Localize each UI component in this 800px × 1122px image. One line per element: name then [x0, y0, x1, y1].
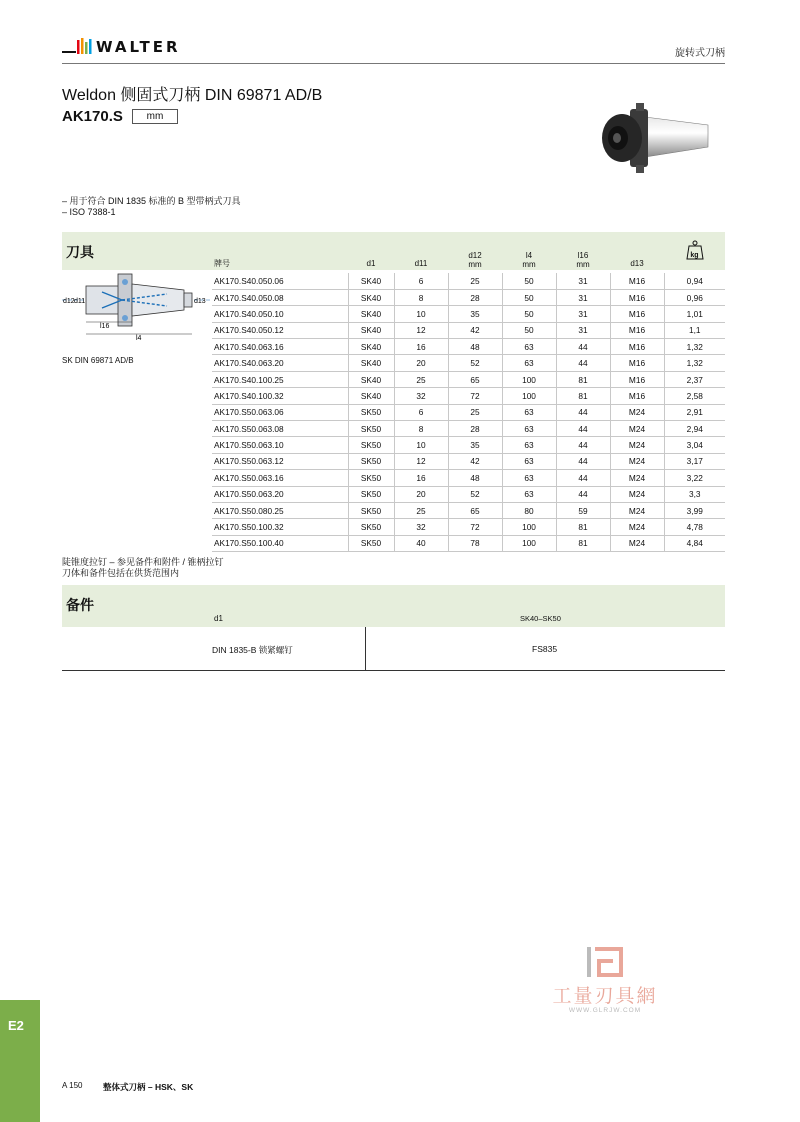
accessories-row-label: DIN 1835-B 锁紧螺钉 [212, 645, 293, 655]
cell-weight: 4,78 [664, 519, 725, 535]
cell-code: AK170.S40.050.06 [212, 273, 348, 289]
cell-code: AK170.S50.063.12 [212, 453, 348, 469]
cell-l16: 81 [556, 519, 610, 535]
cell-d13: M24 [610, 486, 664, 502]
cell-d1: SK40 [348, 273, 394, 289]
cell-d13: M16 [610, 371, 664, 387]
footnotes [62, 557, 224, 579]
accessories-column-sk: SK40–SK50 [520, 614, 561, 623]
cell-d11: 12 [394, 322, 448, 338]
table-row [212, 306, 725, 322]
cell-d11: 6 [394, 273, 448, 289]
cell-code: AK170.S50.080.25 [212, 502, 348, 518]
cell-d13: M16 [610, 388, 664, 404]
cell-l4: 50 [502, 289, 556, 305]
l4-label: l4 [525, 251, 533, 260]
cell-weight: 3,17 [664, 453, 725, 469]
product-code: AK170.S [62, 108, 123, 125]
cell-d12: 48 [448, 470, 502, 486]
cell-d11: 25 [394, 371, 448, 387]
cell-code: AK170.S50.100.40 [212, 535, 348, 551]
cell-d12: 65 [448, 371, 502, 387]
table-row [212, 273, 725, 289]
cell-d13: M16 [610, 289, 664, 305]
cell-d11: 8 [394, 289, 448, 305]
cell-weight: 3,99 [664, 502, 725, 518]
cell-weight: 0,96 [664, 289, 725, 305]
cell-l16: 31 [556, 322, 610, 338]
column-header-d13: d13 [630, 259, 644, 268]
cell-d11: 6 [394, 404, 448, 420]
cell-d12: 35 [448, 306, 502, 322]
cell-weight: 3,3 [664, 486, 725, 502]
cell-d11: 40 [394, 535, 448, 551]
cell-d12: 52 [448, 486, 502, 502]
d12-unit: mm [468, 260, 482, 269]
cell-l4: 63 [502, 355, 556, 371]
cell-d13: M24 [610, 453, 664, 469]
cell-l4: 80 [502, 502, 556, 518]
cell-d1: SK50 [348, 421, 394, 437]
cell-code: AK170.S40.063.20 [212, 355, 348, 371]
tool-table [212, 273, 725, 552]
footnote-item: 刀体和备件包括在供货范围内 [62, 568, 180, 578]
table-row [212, 486, 725, 502]
chapter-tab-label: E2 [8, 1018, 24, 1033]
cell-d13: M16 [610, 273, 664, 289]
l4-unit: mm [522, 260, 536, 269]
cell-d1: SK50 [348, 470, 394, 486]
weight-unit-label: kg [690, 252, 699, 259]
cell-code: AK170.S40.100.25 [212, 371, 348, 387]
cell-d1: SK40 [348, 388, 394, 404]
page-number: A 150 [62, 1081, 83, 1090]
cell-code: AK170.S50.063.16 [212, 470, 348, 486]
watermark [535, 945, 675, 1025]
cell-l16: 44 [556, 339, 610, 355]
cell-l16: 44 [556, 421, 610, 437]
cell-d13: M16 [610, 339, 664, 355]
diagram-label-d12: d12 [63, 298, 75, 305]
cell-code: AK170.S40.050.08 [212, 289, 348, 305]
page-title: Weldon 侧固式刀柄 DIN 69871 AD/B [62, 87, 323, 104]
cell-weight: 3,22 [664, 470, 725, 486]
feature-notes [62, 196, 241, 218]
table-row [212, 519, 725, 535]
product-image [600, 95, 710, 177]
cell-d13: M24 [610, 519, 664, 535]
column-header-l16 [556, 251, 610, 269]
cell-weight: 1,01 [664, 306, 725, 322]
cell-l16: 81 [556, 371, 610, 387]
cell-l16: 44 [556, 486, 610, 502]
cell-d11: 16 [394, 339, 448, 355]
accessories-section-title: 备件 [66, 597, 94, 613]
accessories-divider [365, 627, 366, 671]
accessories-section-header [62, 585, 725, 627]
cell-d11: 32 [394, 519, 448, 535]
cell-d13: M24 [610, 421, 664, 437]
cell-l16: 44 [556, 453, 610, 469]
cell-weight: 1,32 [664, 355, 725, 371]
cell-d13: M24 [610, 470, 664, 486]
column-header-d11: d11 [414, 259, 428, 268]
watermark-text: 工量刃具網 [552, 985, 658, 1007]
cell-d12: 25 [448, 404, 502, 420]
cell-d1: SK40 [348, 322, 394, 338]
table-row [212, 371, 725, 387]
cell-weight: 1,32 [664, 339, 725, 355]
table-row [212, 453, 725, 469]
cell-d11: 20 [394, 486, 448, 502]
cell-weight: 2,91 [664, 404, 725, 420]
watermark-logo-icon [585, 945, 627, 981]
cell-d13: M16 [610, 355, 664, 371]
cell-d13: M16 [610, 322, 664, 338]
cell-code: AK170.S40.100.32 [212, 388, 348, 404]
cell-l4: 100 [502, 519, 556, 535]
cell-d12: 28 [448, 289, 502, 305]
cell-d12: 42 [448, 322, 502, 338]
column-header-d12 [448, 251, 502, 269]
cell-d12: 72 [448, 388, 502, 404]
cell-d1: SK40 [348, 289, 394, 305]
table-row [212, 535, 725, 551]
technical-drawing [62, 272, 212, 344]
cell-d1: SK50 [348, 519, 394, 535]
cell-l16: 44 [556, 437, 610, 453]
column-header-l4 [502, 251, 556, 269]
l16-label: l16 [577, 251, 589, 260]
diagram-label-d13: d13 [194, 298, 206, 305]
cell-l16: 44 [556, 404, 610, 420]
cell-l4: 50 [502, 322, 556, 338]
cell-d11: 20 [394, 355, 448, 371]
logo-text: WALTER [96, 38, 181, 56]
cell-d12: 28 [448, 421, 502, 437]
cell-d1: SK40 [348, 371, 394, 387]
cell-l16: 44 [556, 470, 610, 486]
cell-d1: SK50 [348, 502, 394, 518]
cell-d1: SK40 [348, 306, 394, 322]
table-row [212, 470, 725, 486]
cell-d11: 25 [394, 502, 448, 518]
column-header-weight [664, 240, 725, 260]
cell-d12: 72 [448, 519, 502, 535]
cell-d13: M24 [610, 404, 664, 420]
cell-d11: 10 [394, 306, 448, 322]
section-label: 旋转式刀柄 [675, 48, 725, 59]
cell-d1: SK40 [348, 339, 394, 355]
cell-l16: 44 [556, 355, 610, 371]
page-header [62, 30, 725, 64]
cell-d12: 25 [448, 273, 502, 289]
cell-weight: 1,1 [664, 322, 725, 338]
cell-l4: 63 [502, 437, 556, 453]
cell-l4: 63 [502, 453, 556, 469]
cell-d13: M24 [610, 502, 664, 518]
cell-d12: 48 [448, 339, 502, 355]
cell-code: AK170.S40.050.10 [212, 306, 348, 322]
diagram-caption: SK DIN 69871 AD/B [62, 356, 134, 365]
footnote-item: 陡锥度拉钉 – 参见备件和附件 / 锥柄拉钉 [62, 557, 224, 567]
accessories-row [62, 627, 725, 671]
cell-l4: 63 [502, 470, 556, 486]
cell-weight: 2,58 [664, 388, 725, 404]
cell-d1: SK40 [348, 355, 394, 371]
cell-d12: 35 [448, 437, 502, 453]
column-header-d1: d1 [366, 259, 376, 268]
cell-weight: 4,84 [664, 535, 725, 551]
footer-title: 整体式刀柄 – HSK、SK [103, 1082, 194, 1092]
cell-d11: 10 [394, 437, 448, 453]
table-row [212, 339, 725, 355]
accessories-column-d1: d1 [214, 614, 223, 623]
l16-unit: mm [576, 260, 590, 269]
cell-weight: 0,94 [664, 273, 725, 289]
cell-d12: 52 [448, 355, 502, 371]
cell-code: AK170.S50.063.08 [212, 421, 348, 437]
cell-l4: 63 [502, 404, 556, 420]
cell-l4: 63 [502, 339, 556, 355]
cell-d13: M24 [610, 437, 664, 453]
cell-l16: 59 [556, 502, 610, 518]
diagram-label-d11: d11 [74, 298, 86, 305]
cell-l4: 100 [502, 371, 556, 387]
cell-d1: SK50 [348, 404, 394, 420]
cell-code: AK170.S50.063.06 [212, 404, 348, 420]
table-row [212, 289, 725, 305]
cell-code: AK170.S50.063.20 [212, 486, 348, 502]
walter-logo-icon [62, 36, 92, 58]
cell-l16: 81 [556, 388, 610, 404]
note-item: – 用于符合 DIN 1835 标准的 B 型带柄式刀具 [62, 196, 241, 206]
table-row [212, 502, 725, 518]
tool-section-title: 刀具 [66, 244, 94, 260]
diagram-label-l4: l4 [136, 335, 142, 342]
cell-d1: SK50 [348, 437, 394, 453]
cell-d13: M16 [610, 306, 664, 322]
cell-d13: M24 [610, 535, 664, 551]
cell-d12: 42 [448, 453, 502, 469]
cell-weight: 2,37 [664, 371, 725, 387]
cell-weight: 3,04 [664, 437, 725, 453]
cell-l4: 63 [502, 421, 556, 437]
cell-code: AK170.S50.100.32 [212, 519, 348, 535]
table-row [212, 322, 725, 338]
table-row [212, 421, 725, 437]
cell-d11: 12 [394, 453, 448, 469]
cell-l16: 81 [556, 535, 610, 551]
cell-d12: 65 [448, 502, 502, 518]
cell-l4: 100 [502, 388, 556, 404]
cell-l16: 31 [556, 306, 610, 322]
table-row [212, 388, 725, 404]
watermark-url: WWW.GLRJW.COM [568, 1007, 642, 1014]
table-row [212, 355, 725, 371]
accessories-row-value: FS835 [532, 644, 558, 654]
cell-l16: 31 [556, 273, 610, 289]
cell-d1: SK50 [348, 535, 394, 551]
d12-label: d12 [468, 251, 482, 260]
cell-l4: 50 [502, 273, 556, 289]
cell-d1: SK50 [348, 486, 394, 502]
walter-logo [62, 36, 181, 58]
unit-badge: mm [132, 109, 178, 124]
cell-l16: 31 [556, 289, 610, 305]
cell-d12: 78 [448, 535, 502, 551]
diagram-label-l16: l16 [100, 323, 110, 330]
cell-d1: SK50 [348, 453, 394, 469]
cell-l4: 50 [502, 306, 556, 322]
cell-d11: 8 [394, 421, 448, 437]
note-item: – ISO 7388-1 [62, 207, 116, 217]
table-row [212, 437, 725, 453]
cell-code: AK170.S50.063.10 [212, 437, 348, 453]
cell-code: AK170.S40.063.16 [212, 339, 348, 355]
cell-l4: 100 [502, 535, 556, 551]
cell-weight: 2,94 [664, 421, 725, 437]
table-row [212, 404, 725, 420]
cell-d11: 32 [394, 388, 448, 404]
cell-l4: 63 [502, 486, 556, 502]
cell-d11: 16 [394, 470, 448, 486]
column-header-code: 牌号 [214, 259, 230, 268]
chapter-tab [0, 1000, 40, 1122]
cell-code: AK170.S40.050.12 [212, 322, 348, 338]
